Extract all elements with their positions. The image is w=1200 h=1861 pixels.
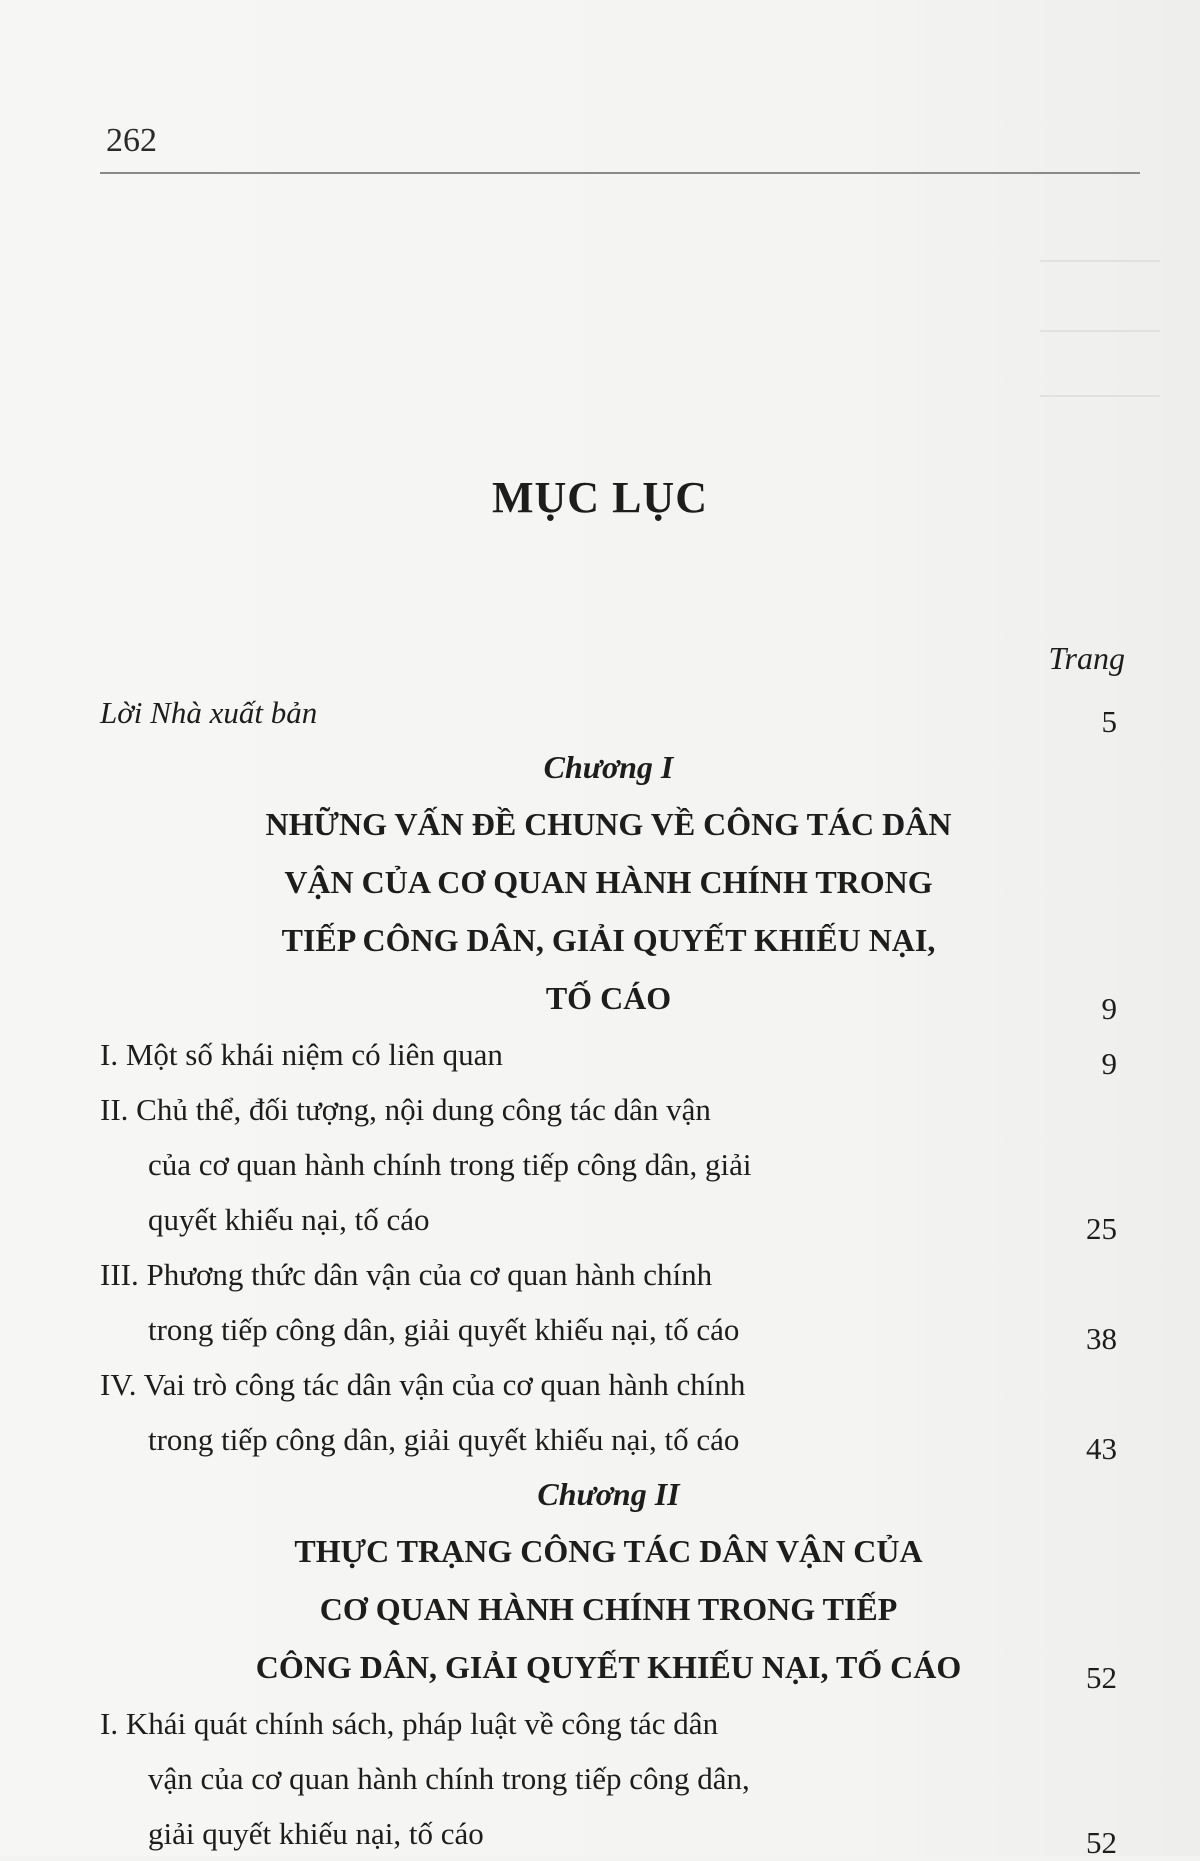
- bleed-through-mark: [1040, 260, 1160, 262]
- toc-entry-line: trong tiếp công dân, giải quyết khiếu nại, tố cáo: [148, 1312, 740, 1347]
- toc-entry-line: III. Phương thức dân vận của cơ quan hành chính: [100, 1257, 713, 1292]
- toc-page-number: 38: [1086, 1321, 1117, 1356]
- chapter-title: [169, 1522, 1049, 1696]
- toc-entry[interactable]: [100, 1082, 1117, 1247]
- chapter-title-line: CƠ QUAN HÀNH CHÍNH TRONG TIẾP: [319, 1591, 898, 1627]
- toc-entry-label: Lời Nhà xuất bản: [100, 695, 318, 730]
- toc-entry-line: I. Một số khái niệm có liên quan: [100, 1037, 503, 1072]
- page-number: 262: [106, 122, 157, 159]
- bleed-through-mark: [1040, 395, 1160, 397]
- toc-entry-line: quyết khiếu nại, tố cáo: [148, 1202, 430, 1237]
- toc-entry[interactable]: [100, 1027, 1117, 1082]
- page-column-label: Trang: [1048, 640, 1125, 676]
- toc-page-number: 43: [1086, 1431, 1117, 1466]
- toc-page-number: 5: [1101, 704, 1117, 739]
- toc-entry-line: giải quyết khiếu nại, tố cáo: [148, 1816, 484, 1851]
- toc-chapter-2[interactable]: [100, 1467, 1117, 1696]
- chapter-label: Chương II: [537, 1476, 680, 1512]
- chapter-title-line: TỐ CÁO: [545, 980, 672, 1016]
- chapter-title-line: VẬN CỦA CƠ QUAN HÀNH CHÍNH TRONG: [284, 864, 933, 900]
- page-title: MỤC LỤC: [492, 473, 708, 522]
- toc-entry-line: của cơ quan hành chính trong tiếp công dân, giải: [148, 1147, 752, 1182]
- toc-page-number: 9: [1101, 1046, 1117, 1081]
- chapter-title-line: CÔNG DÂN, GIẢI QUYẾT KHIẾU NẠI, TỐ CÁO: [255, 1649, 962, 1685]
- toc-entry-line: II. Chủ thể, đối tượng, nội dung công tác dân vận: [100, 1092, 711, 1127]
- header-rule: [100, 172, 1140, 174]
- chapter-title: [169, 795, 1049, 1027]
- bleed-through-mark: [1040, 330, 1160, 332]
- chapter-label: Chương I: [543, 749, 674, 785]
- chapter-title-line: TIẾP CÔNG DÂN, GIẢI QUYẾT KHIẾU NẠI,: [281, 922, 936, 958]
- chapter-title-line: NHỮNG VẤN ĐỀ CHUNG VỀ CÔNG TÁC DÂN: [265, 806, 952, 842]
- toc-entry-line: IV. Vai trò công tác dân vận của cơ quan hành chính: [100, 1367, 746, 1402]
- toc-entry[interactable]: [100, 1357, 1117, 1467]
- toc-entry-line: vận của cơ quan hành chính trong tiếp công dân,: [148, 1761, 750, 1796]
- toc-page-number: 25: [1086, 1211, 1117, 1246]
- toc-chapter-1[interactable]: [100, 740, 1117, 1027]
- toc-entry-preface[interactable]: [100, 685, 1117, 740]
- toc-page-number: 52: [1086, 1825, 1117, 1860]
- chapter-title-line: THỰC TRẠNG CÔNG TÁC DÂN VẬN CỦA: [294, 1533, 923, 1569]
- table-of-contents: [100, 685, 1117, 1861]
- toc-page-number: 9: [1101, 991, 1117, 1026]
- toc-page-number: 52: [1086, 1660, 1117, 1695]
- toc-entry[interactable]: [100, 1696, 1117, 1861]
- toc-entry-line: I. Khái quát chính sách, pháp luật về công tác dân: [100, 1706, 719, 1741]
- toc-entry-line: trong tiếp công dân, giải quyết khiếu nại, tố cáo: [148, 1422, 740, 1457]
- toc-entry[interactable]: [100, 1247, 1117, 1357]
